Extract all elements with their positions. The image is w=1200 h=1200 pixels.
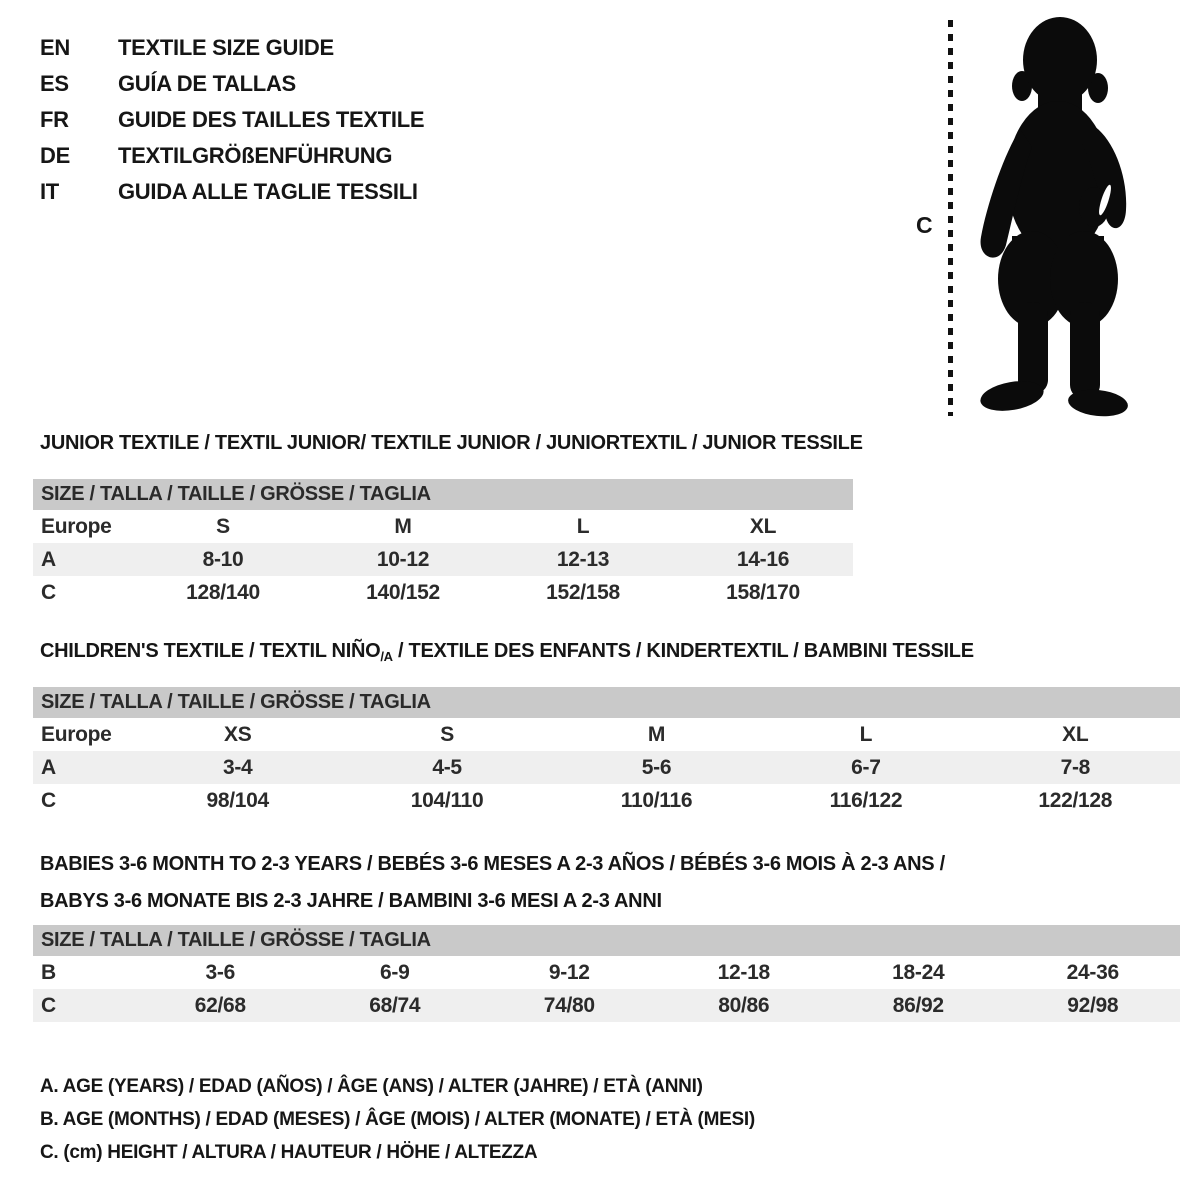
height-cell: 92/98	[1067, 993, 1119, 1017]
babies-section-title	[40, 846, 945, 920]
lang-title: TEXTILE SIZE GUIDE	[118, 35, 334, 60]
children-title-prefix: CHILDREN'S TEXTILE / TEXTIL NIÑO	[40, 640, 381, 662]
row-label: Europe	[41, 722, 112, 746]
height-cell: 98/104	[206, 788, 269, 812]
footnote-c: C. (cm) HEIGHT / ALTURA / HAUTEUR / HÖHE / ALTEZZA	[40, 1141, 538, 1163]
children-title-suffix: / TEXTILE DES ENFANTS / KINDERTEXTIL / BAMBINI TESSILE	[392, 640, 974, 662]
lang-title: TEXTILGRÖßENFÜHRUNG	[118, 143, 393, 168]
age-cell: 24-36	[1066, 960, 1119, 984]
age-cell: 18-24	[892, 960, 945, 984]
table-row	[33, 510, 853, 543]
size-cell: S	[440, 722, 454, 746]
age-cell: 3-6	[205, 960, 235, 984]
babies-title-line2: BABYS 3-6 MONATE BIS 2-3 JAHRE / BAMBINI 3-6 MESI A 2-3 ANNI	[40, 890, 662, 912]
age-cell: 14-16	[736, 547, 790, 571]
age-cell: 9-12	[548, 960, 590, 984]
lang-row-fr	[40, 102, 424, 138]
age-cell: 4-5	[432, 755, 462, 779]
age-cell: 8-10	[202, 547, 244, 571]
lang-row-en	[40, 30, 424, 66]
size-cell: XL	[749, 514, 777, 538]
lang-row-es	[40, 66, 424, 102]
size-cell: S	[216, 514, 230, 538]
height-cell: 104/110	[410, 788, 484, 812]
size-cell: M	[394, 514, 412, 538]
lang-code: DE	[40, 143, 70, 168]
age-cell: 5-6	[641, 755, 672, 779]
size-cell: XL	[1062, 722, 1089, 746]
children-size-table	[33, 687, 1180, 817]
row-label: Europe	[41, 514, 112, 538]
lang-code: IT	[40, 179, 59, 204]
age-cell: 6-7	[851, 755, 881, 779]
height-cell: 110/116	[620, 788, 693, 812]
babies-title-line1: BABIES 3-6 MONTH TO 2-3 YEARS / BEBÉS 3-6 MESES A 2-3 AÑOS / BÉBÉS 3-6 MOIS À 2-3 ANS /	[40, 853, 945, 875]
height-cell: 122/128	[1038, 788, 1113, 812]
babies-size-table	[33, 925, 1180, 1022]
babies-size-header-bar: SIZE / TALLA / TAILLE / GRÖSSE / TAGLIA	[33, 925, 1180, 956]
age-cell: 12-13	[556, 547, 610, 571]
height-cell: 86/92	[892, 993, 944, 1017]
height-cell: 80/86	[718, 993, 770, 1017]
lang-code: ES	[40, 71, 69, 96]
lang-title: GUIDA ALLE TAGLIE TESSILI	[118, 179, 418, 204]
row-label: A	[41, 547, 56, 571]
height-measure-label: C	[916, 212, 933, 238]
size-cell: XS	[223, 722, 252, 746]
legend-footnotes	[40, 1070, 755, 1169]
height-cell: 152/158	[546, 580, 620, 604]
table-row	[33, 543, 853, 576]
row-label: B	[41, 960, 56, 984]
size-cell: L	[859, 722, 873, 746]
table-row	[33, 718, 1180, 751]
height-cell: 140/152	[366, 580, 440, 604]
height-cell: 158/170	[726, 580, 800, 604]
age-cell: 6-9	[380, 960, 410, 984]
language-header	[40, 30, 424, 210]
junior-size-header-bar: SIZE / TALLA / TAILLE / GRÖSSE / TAGLIA	[33, 479, 853, 510]
children-size-header-bar: SIZE / TALLA / TAILLE / GRÖSSE / TAGLIA	[33, 687, 1180, 718]
height-cell: 128/140	[186, 580, 260, 604]
lang-title: GUIDE DES TAILLES TEXTILE	[118, 107, 425, 132]
baby-silhouette-icon	[962, 14, 1144, 418]
row-label: C	[41, 993, 56, 1017]
row-label: A	[41, 755, 56, 779]
table-row	[33, 784, 1180, 817]
children-section-title	[40, 640, 974, 664]
height-cell: 74/80	[543, 993, 595, 1017]
size-cell: L	[576, 514, 590, 538]
lang-code: EN	[40, 35, 70, 60]
table-row	[33, 751, 1180, 784]
footnote-a: A. AGE (YEARS) / EDAD (AÑOS) / ÂGE (ANS) / ALTER (JAHRE) / ETÀ (ANNI)	[40, 1075, 703, 1097]
children-title-subscript: /A	[380, 649, 393, 664]
footnote-b: B. AGE (MONTHS) / EDAD (MESES) / ÂGE (MOIS) / ALTER (MONATE) / ETÀ (MESI)	[40, 1108, 755, 1130]
size-cell: M	[647, 722, 666, 746]
junior-size-table	[33, 479, 853, 609]
height-cell: 62/68	[194, 993, 246, 1017]
lang-title: GUÍA DE TALLAS	[118, 71, 296, 96]
table-row	[33, 989, 1180, 1022]
table-row	[33, 956, 1180, 989]
table-row	[33, 576, 853, 609]
lang-row-it	[40, 174, 424, 210]
height-cell: 68/74	[369, 993, 421, 1017]
age-cell: 7-8	[1060, 755, 1091, 779]
row-label: C	[41, 580, 56, 604]
age-cell: 12-18	[717, 960, 770, 984]
lang-code: FR	[40, 107, 69, 132]
age-cell: 3-4	[222, 755, 253, 779]
lang-row-de	[40, 138, 424, 174]
junior-section-title: JUNIOR TEXTILE / TEXTIL JUNIOR/ TEXTILE JUNIOR / JUNIORTEXTIL / JUNIOR TESSILE	[40, 432, 863, 454]
age-cell: 10-12	[376, 547, 430, 571]
height-cell: 116/122	[829, 788, 903, 812]
row-label: C	[41, 788, 56, 812]
height-measure-dashed-line	[948, 20, 953, 416]
